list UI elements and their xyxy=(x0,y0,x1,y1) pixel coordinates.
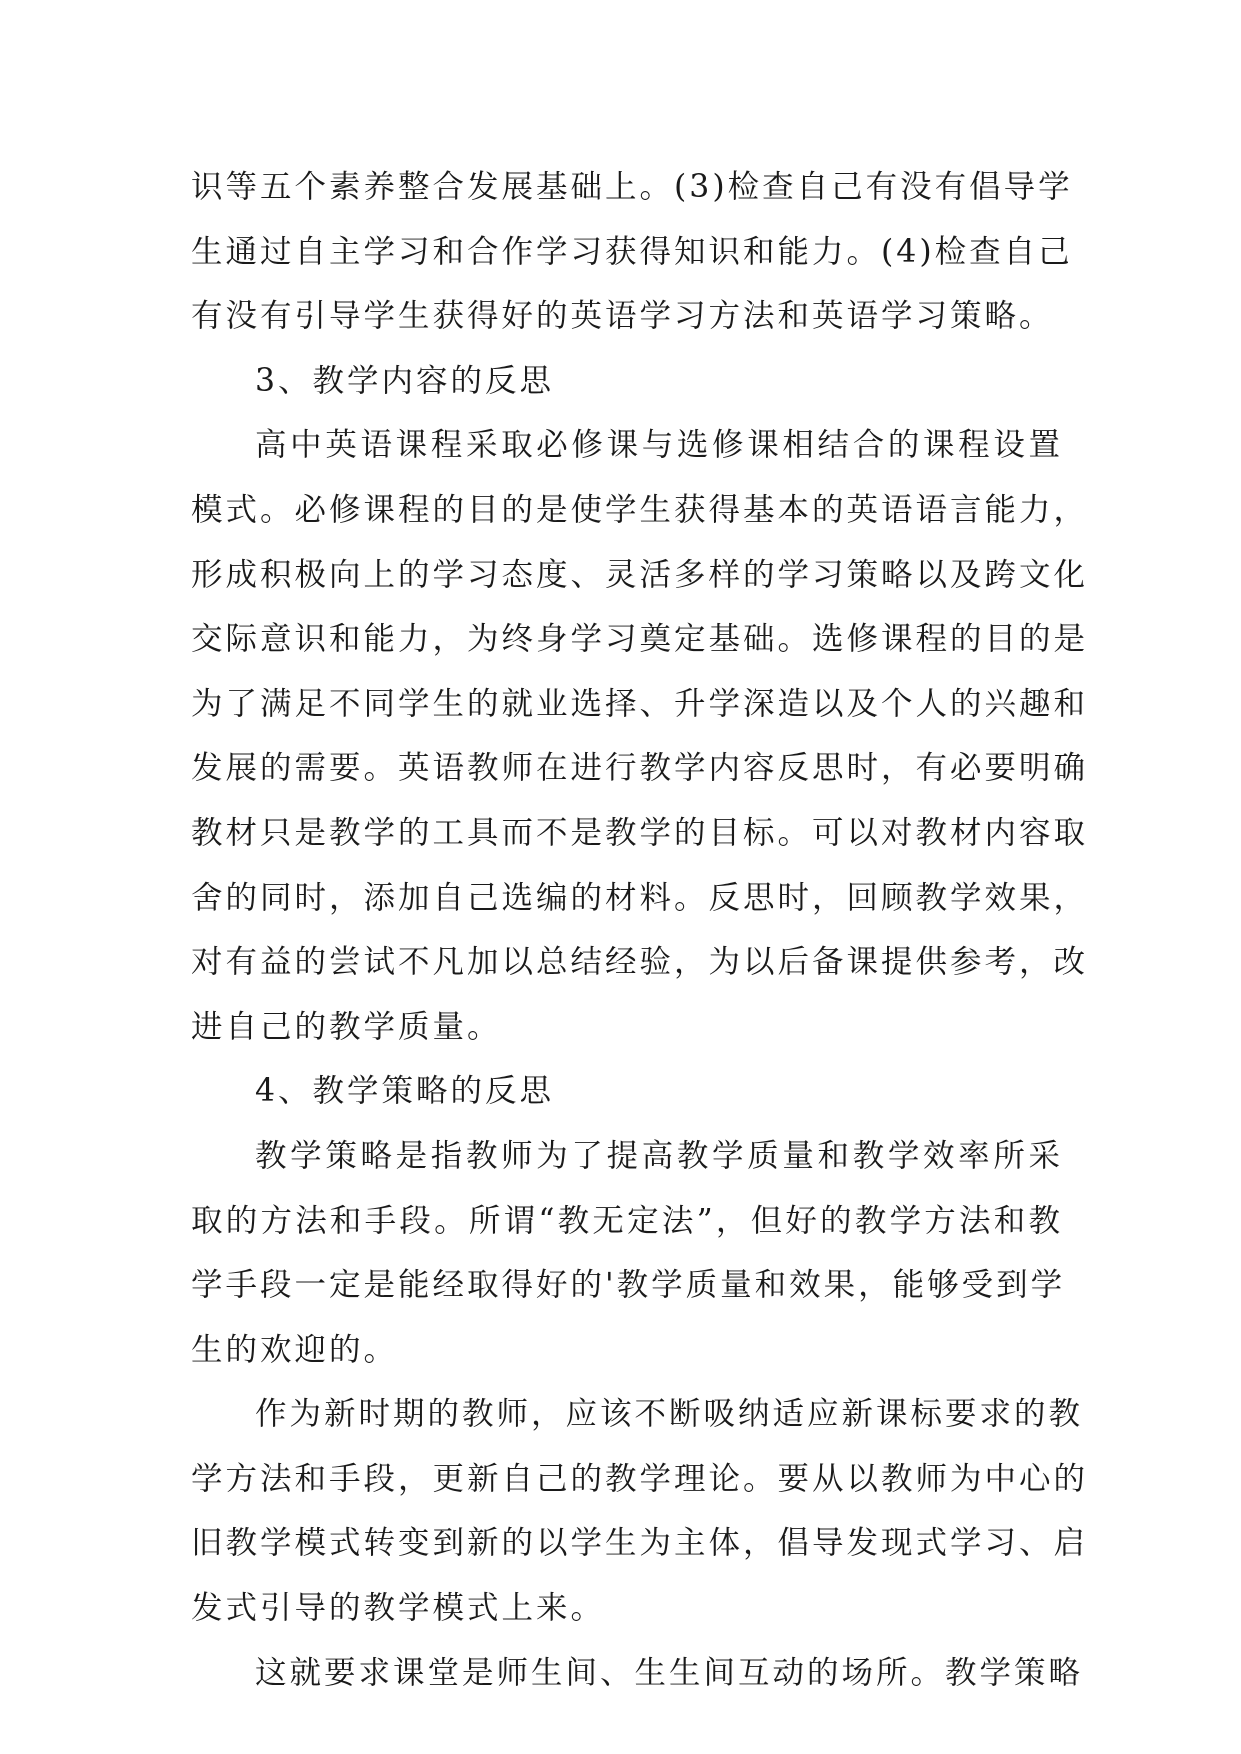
text-line: 学方法和手段，更新自己的教学理论。要从以教师为中心的 xyxy=(191,1460,1089,1497)
text-line: 模式。必修课程的目的是使学生获得基本的英语语言能力， xyxy=(191,491,1089,528)
text-line: 学手段一定是能经取得好的'教学质量和效果，能够受到学 xyxy=(191,1267,1066,1304)
text-line: 识等五个素养整合发展基础上。(3)检查自己有没有倡导学 xyxy=(191,169,1073,205)
text-line: 取的方法和手段。所谓“教无定法”，但好的教学方法和教 xyxy=(191,1202,1063,1239)
text-line: 发展的需要。英语教师在进行教学内容反思时，有必要明确 xyxy=(191,750,1089,787)
text-line: 高中英语课程采取必修课与选修课相结合的课程设置 xyxy=(255,427,1063,464)
text-line: 教学策略是指教师为了提高教学质量和教学效率所采 xyxy=(255,1137,1063,1174)
text-line: 交际意识和能力，为终身学习奠定基础。选修课程的目的是 xyxy=(191,621,1089,658)
text-line: 为了满足不同学生的就业选择、升学深造以及个人的兴趣和 xyxy=(191,685,1089,722)
text-line: 作为新时期的教师，应该不断吸纳适应新课标要求的教 xyxy=(255,1396,1084,1433)
text-line: 生通过自主学习和合作学习获得知识和能力。(4)检查自己 xyxy=(191,233,1073,270)
document-body xyxy=(191,155,1089,1705)
section-heading: 4、教学策略的反思 xyxy=(255,1073,555,1110)
text-line: 教材只是教学的工具而不是教学的目标。可以对教材内容取 xyxy=(191,814,1089,851)
section-heading: 3、教学内容的反思 xyxy=(255,362,555,399)
text-line: 进自己的教学质量。 xyxy=(191,1008,502,1045)
text-line: 生的欢迎的。 xyxy=(191,1331,399,1368)
text-line: 这就要求课堂是师生间、生生间互动的场所。教学策略 xyxy=(255,1654,1084,1691)
text-line: 对有益的尝试不凡加以总结经验，为以后备课提供参考，改 xyxy=(191,944,1089,981)
text-line: 旧教学模式转变到新的以学生为主体，倡导发现式学习、启 xyxy=(191,1525,1089,1562)
text-line: 有没有引导学生获得好的英语学习方法和英语学习策略。 xyxy=(191,298,1054,335)
text-line: 形成积极向上的学习态度、灵活多样的学习策略以及跨文化 xyxy=(191,556,1089,593)
text-line: 舍的同时，添加自己选编的材料。反思时，回顾教学效果， xyxy=(191,879,1089,916)
text-line: 发式引导的教学模式上来。 xyxy=(191,1590,606,1627)
